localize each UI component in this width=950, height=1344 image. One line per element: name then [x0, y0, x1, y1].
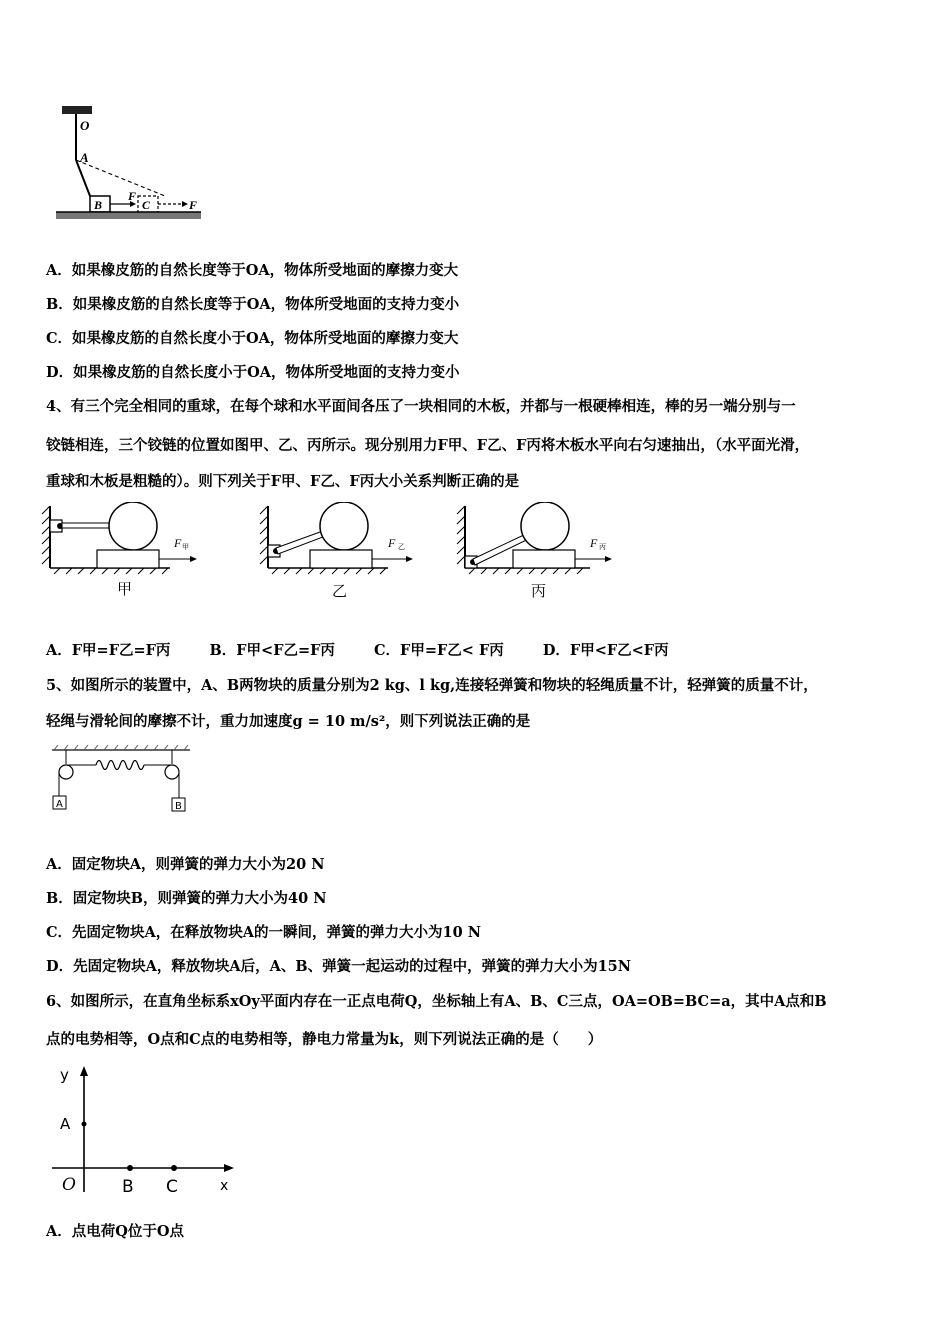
q3-option-a: A．如果橡皮筋的自然长度等于OA，物体所受地面的摩擦力变大 — [46, 262, 459, 279]
q4-stem-line-3: 重球和木板是粗糙的）。则下列关于F甲、F乙、F丙大小关系判断正确的是 — [46, 473, 520, 490]
q6-label-x: x — [220, 1178, 229, 1194]
q6-figure — [50, 1062, 250, 1202]
q5-stem-line-2: 轻绳与滑轮间的摩擦不计，重力加速度g = 10 m/s²，则下列说法正确的是 — [46, 713, 531, 730]
q4-option-d: D．F甲<F乙<F丙 — [542, 642, 669, 659]
q4-figure-yi — [258, 502, 428, 580]
q3-option-d: D．如果橡皮筋的自然长度小于OA，物体所受地面的支持力变小 — [46, 364, 460, 381]
q4-option-c: C．F甲=F乙< F丙 — [374, 642, 504, 659]
q3-label-a: A — [80, 150, 89, 165]
q3-option-c: C．如果橡皮筋的自然长度小于OA，物体所受地面的摩擦力变大 — [46, 330, 459, 347]
q4-options — [46, 641, 703, 661]
q6-stem-line-2: 点的电势相等，O点和C点的电势相等，静电力常量为k，则下列说法正确的是（ ） — [46, 1031, 603, 1048]
q5-option-b: B．固定物块B，则弹簧的弹力大小为40 N — [46, 890, 327, 907]
q4-figure-jia — [40, 502, 210, 580]
q3-label-f2: F — [189, 198, 198, 212]
q6-label-y: y — [60, 1066, 69, 1084]
q4-stem-line-1: 4、有三个完全相同的重球，在每个球和水平面间各压了一块相同的木板，并都与一根硬棒相连，棒的另一端分别与一 — [46, 398, 796, 415]
q5-figure — [48, 742, 198, 822]
q6-label-b: B — [122, 1177, 134, 1197]
q5-label-b: B — [175, 801, 182, 812]
q4-jia-force-f: F — [174, 536, 182, 550]
q6-label-a: A — [60, 1115, 71, 1133]
q3-label-b: B — [94, 198, 103, 212]
q4-caption-bing: 丙 — [531, 582, 547, 600]
q6-label-o: O — [62, 1175, 76, 1195]
q3-label-o: O — [80, 118, 90, 133]
q5-option-d: D．先固定物块A，释放物块A后，A、B、弹簧一起运动的过程中，弹簧的弹力大小为15N — [46, 958, 632, 975]
q4-caption-yi: 乙 — [332, 582, 348, 600]
q4-option-a: A．F甲=F乙=F丙 — [46, 642, 171, 659]
q4-yi-force-f: F — [388, 536, 396, 550]
q3-figure — [50, 100, 210, 225]
q4-figure-bing — [455, 502, 625, 580]
q3-option-b: B．如果橡皮筋的自然长度等于OA，物体所受地面的支持力变小 — [46, 296, 460, 313]
q3-label-c: C — [142, 198, 151, 212]
q5-option-c: C．先固定物块A，在释放物块A的一瞬间，弹簧的弹力大小为10 N — [46, 924, 482, 941]
q4-jia-force-sub: 甲 — [182, 543, 189, 551]
q4-stem-line-2: 铰链相连，三个铰链的位置如图甲、乙、丙所示。现分别用力F甲、F乙、F丙将木板水平向右匀速抽出，（水平面光滑， — [46, 437, 810, 454]
q4-bing-force-f: F — [590, 536, 598, 550]
q4-caption-jia: 甲 — [117, 580, 133, 598]
q5-label-a: A — [56, 799, 63, 810]
q3-label-f1: F — [128, 189, 137, 203]
q5-stem-line-1: 5、如图所示的装置中，A、B两物块的质量分别为2 kg、l kg,连接轻弹簧和物块的轻绳质量不计，轻弹簧的质量不计， — [46, 677, 818, 694]
q5-option-a: A．固定物块A，则弹簧的弹力大小为20 N — [46, 856, 325, 873]
q6-option-a: A．点电荷Q位于O点 — [46, 1223, 185, 1240]
q6-stem-line-1: 6、如图所示，在直角坐标系xOy平面内存在一正点电荷Q，坐标轴上有A、B、C三点，OA=OB=BC=a，其中A点和B — [46, 993, 827, 1010]
q4-bing-force-sub: 丙 — [599, 543, 606, 551]
q6-label-c: C — [166, 1177, 178, 1197]
q4-option-b: B．F甲<F乙=F丙 — [209, 642, 335, 659]
q4-yi-force-sub: 乙 — [398, 543, 405, 551]
